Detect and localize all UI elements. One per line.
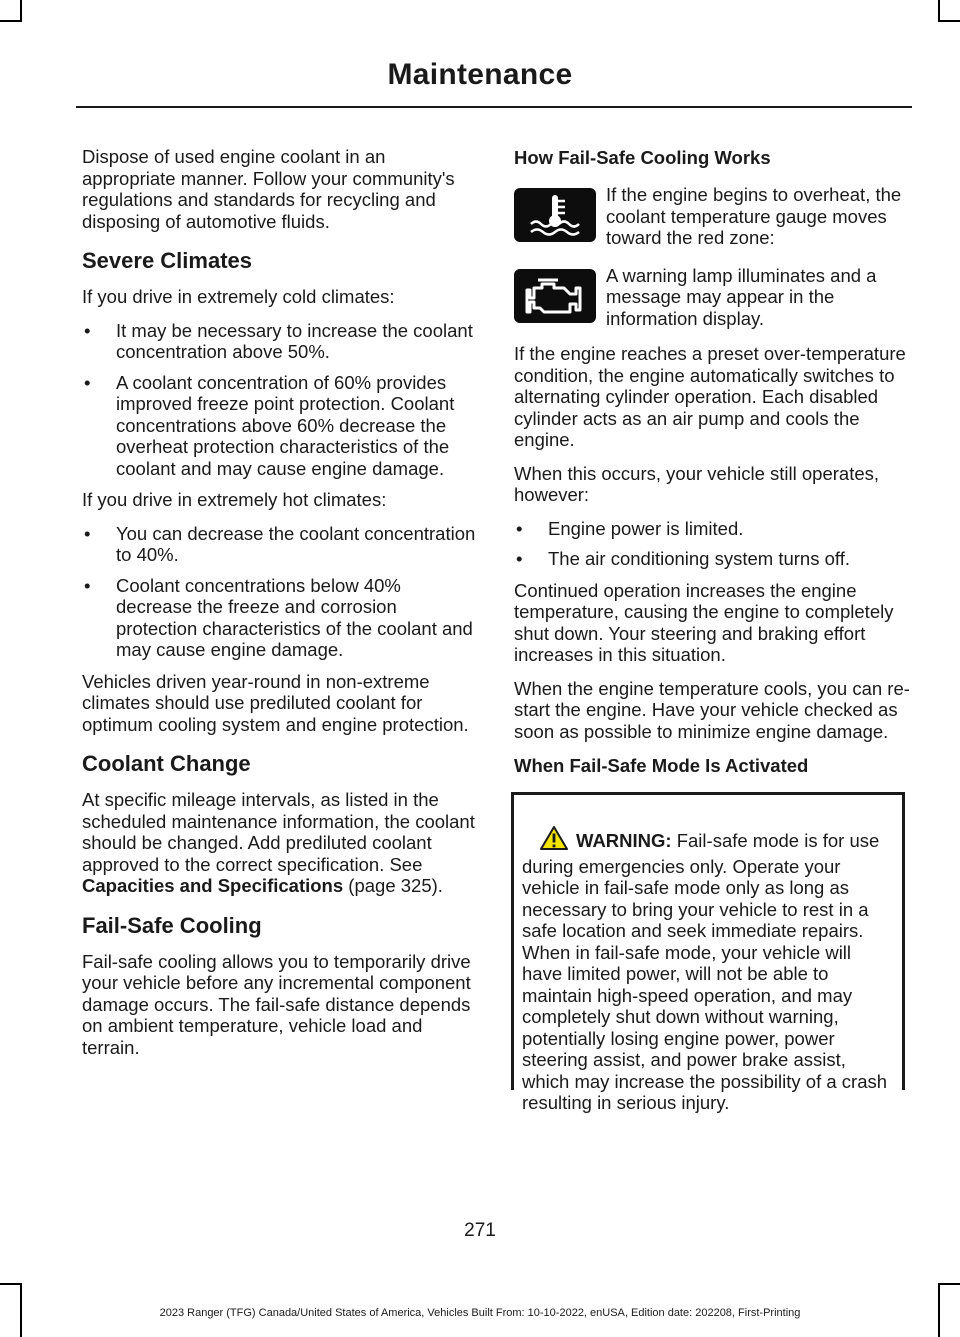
severe-climates-heading: Severe Climates xyxy=(82,248,252,273)
icon-row xyxy=(514,264,912,330)
warning-triangle-icon xyxy=(540,825,568,856)
coolant-temperature-icon xyxy=(514,188,596,242)
crop-mark xyxy=(0,20,22,22)
crop-mark xyxy=(20,0,22,22)
coolant-change-heading: Coolant Change xyxy=(82,751,251,776)
bullet: • xyxy=(84,319,91,341)
icon-description: A warning lamp illuminates and a message may appear in the information display. xyxy=(606,264,877,329)
page-number: 271 xyxy=(464,1220,496,1241)
list-item: • The air conditioning system turns off. xyxy=(516,548,850,569)
right-column xyxy=(514,146,912,1113)
left-column xyxy=(82,146,478,1070)
occurs-paragraph: When this occurs, your vehicle still operates, however: xyxy=(514,462,880,505)
cold-intro: If you drive in extremely cold climates: xyxy=(82,286,395,307)
how-fail-safe-heading: How Fail-Safe Cooling Works xyxy=(514,147,771,168)
icon-description: If the engine begins to overheat, the coolant temperature gauge moves toward the red zone: xyxy=(606,184,902,248)
bullet: • xyxy=(84,574,91,596)
list-item: • It may be necessary to increase the coolant concentration above 50%. xyxy=(84,319,473,362)
bullet: • xyxy=(84,522,91,544)
coolant-change-paragraph: At specific mileage intervals, as listed in the scheduled maintenance information, the coolant should be changed. Add prediluted coolant approved to the correct specification. See Capacities and Specifications (page 325). xyxy=(82,789,475,896)
crop-mark xyxy=(0,1283,22,1285)
footer-text: 2023 Ranger (TFG) Canada/United States of America, Vehicles Built From: 10-10-2022, enUSA, Edition date: 202208, First-Printing xyxy=(159,1307,801,1319)
warning-text: Fail-safe mode is for use during emergencies only. Operate your vehicle in fail-safe mode only as long as necessary to bring your vehicle to rest in a safe location and seek immediate repairs. When in fail-safe mode, your vehicle will have limited power, will not be able to maintain high-speed operation, and may completely shut down without warning, potentially losing engine power, power steering assist, and power brake assist, which may increase the possibility of a crash resulting in serious injury. xyxy=(522,830,888,1113)
continued-paragraph: Continued operation increases the engine temperature, causing the engine to completely shut down. Your steering and braking effort increases in this situation. xyxy=(514,579,894,665)
page-title: Maintenance xyxy=(387,58,573,91)
list-item: • Engine power is limited. xyxy=(516,517,744,539)
capacities-link[interactable]: Capacities and Specifications xyxy=(82,875,344,896)
bullet: • xyxy=(516,548,523,569)
warning-box xyxy=(511,792,905,1113)
hot-list xyxy=(82,523,478,661)
list-item: • Coolant concentrations below 40% decrease the freeze and corrosion protection characteristics of the coolant and may cause engine damage. xyxy=(84,574,473,660)
year-round-paragraph: Vehicles driven year-round in non-extreme climates should use prediluted coolant for optimum cooling system and engine protection. xyxy=(82,670,469,735)
list-item: • You can decrease the coolant concentration to 40%. xyxy=(84,522,476,565)
fail-safe-cooling-heading: Fail-Safe Cooling xyxy=(82,912,262,938)
check-engine-icon xyxy=(514,269,596,323)
intro-paragraph: Dispose of used engine coolant in an appropriate manner. Follow your community's regulations and standards for recycling and disposing of automotive fluids. xyxy=(82,146,455,232)
icon-row xyxy=(514,184,912,249)
crop-mark xyxy=(938,20,960,22)
fail-safe-activated-heading: When Fail-Safe Mode Is Activated xyxy=(514,755,809,776)
fail-safe-paragraph: Fail-safe cooling allows you to temporarily drive your vehicle before any incremental component damage occurs. The fail-safe distance depends on ambient temperature, vehicle load and terrain. xyxy=(82,950,471,1058)
crop-mark xyxy=(938,0,940,22)
list-item: • A coolant concentration of 60% provides improved freeze point protection. Coolant concentrations above 60% decrease the overheat protection characteristics of the coolant and may cause engine damage. xyxy=(84,371,455,479)
hot-intro: If you drive in extremely hot climates: xyxy=(82,489,387,510)
bullet: • xyxy=(84,371,91,393)
header-divider xyxy=(76,106,912,108)
preset-paragraph: If the engine reaches a preset over-temperature condition, the engine automatically switches to alternating cylinder operation. Each disabled cylinder acts as an air pump and cools the engine. xyxy=(514,343,906,450)
warning-label: WARNING: xyxy=(576,830,672,851)
bullet: • xyxy=(516,517,523,539)
crop-mark xyxy=(938,1283,960,1285)
cold-list xyxy=(82,320,478,480)
occurs-list xyxy=(514,518,912,570)
cools-paragraph: When the engine temperature cools, you can re-start the engine. Have your vehicle checked as soon as possible to minimize engine damage. xyxy=(514,677,910,742)
